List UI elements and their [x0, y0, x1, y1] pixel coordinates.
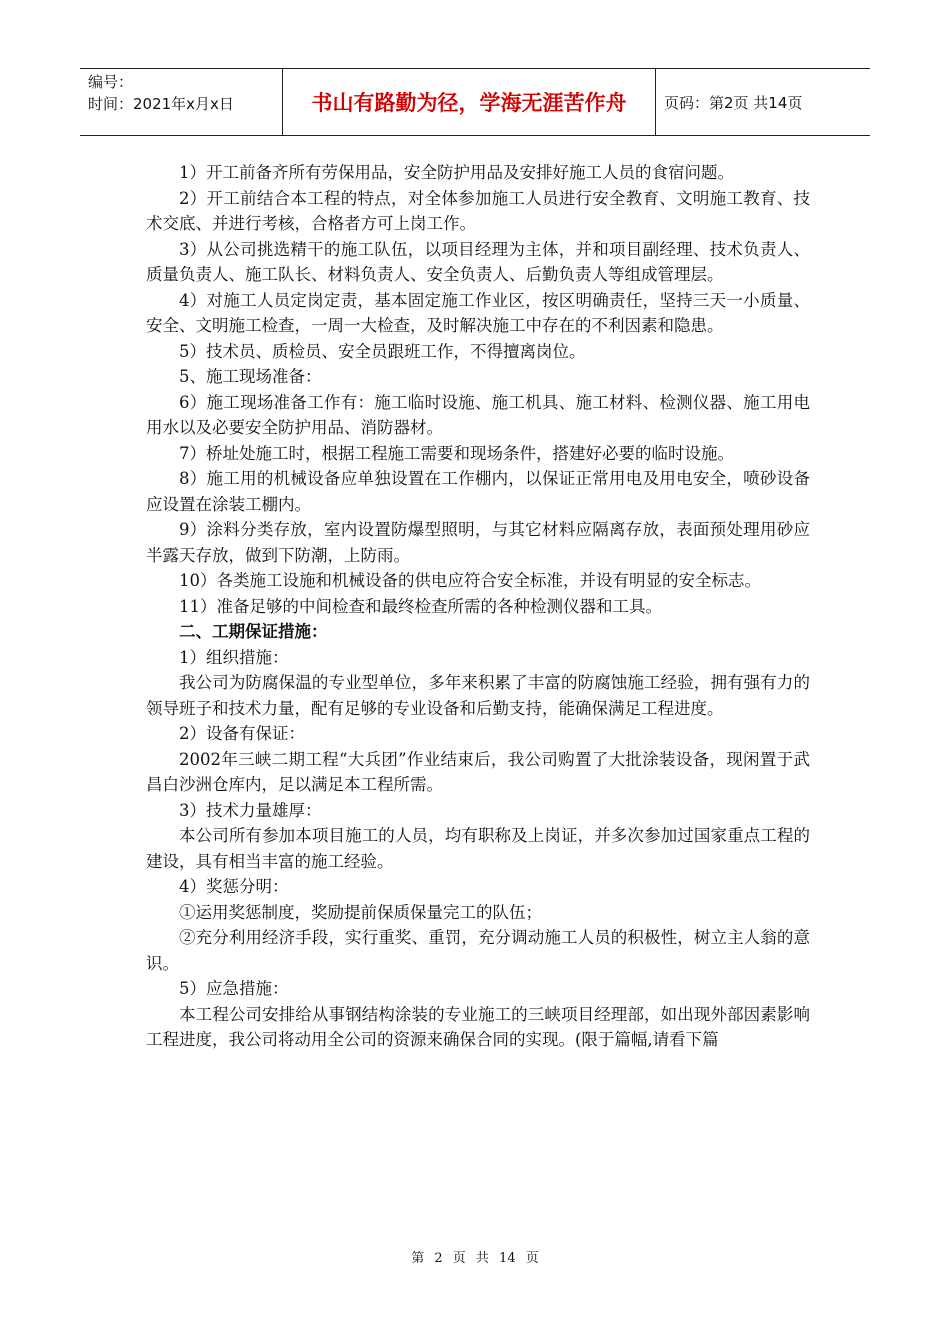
paragraph: 本公司所有参加本项目施工的人员，均有职称及上岗证，并多次参加过国家重点工程的建设，具有相当丰富的施工经验。	[146, 826, 810, 871]
paragraph: 5、施工现场准备：	[179, 367, 322, 386]
paragraph: 4）奖惩分明：	[179, 877, 289, 896]
document-body	[146, 160, 810, 1053]
paragraph: 5）应急措施：	[179, 979, 289, 998]
paragraph: 2）设备有保证：	[179, 724, 305, 743]
paragraph: 4）对施工人员定岗定责，基本固定施工作业区，按区明确责任，坚持三天一小质量、安全、文明施工检查，一周一大检查，及时解决施工中存在的不利因素和隐患。	[146, 290, 810, 335]
header-page-info: 页码：第2页 共14页	[664, 93, 803, 112]
header-meta	[80, 69, 282, 135]
time-label: 时间：2021年x月x日	[88, 95, 234, 113]
paragraph: 2）开工前结合本工程的特点，对全体参加施工人员进行安全教育、文明施工教育、技术交底、并进行考核，合格者方可上岗工作。	[146, 188, 810, 233]
page-header	[80, 68, 870, 136]
paragraph: 3）技术力量雄厚：	[179, 800, 322, 820]
header-motto: 书山有路勤为径，学海无涯苦作舟	[282, 69, 656, 135]
paragraph: 本工程公司安排给从事钢结构涂装的专业施工的三峡项目经理部，如出现外部因素影响工程进度，我公司将动用全公司的资源来确保合同的实现。(限于篇幅,请看下篇	[146, 1004, 810, 1049]
paragraph: 1）开工前备齐所有劳保用品，安全防护用品及安排好施工人员的食宿问题。	[179, 163, 734, 182]
section-heading: 二、工期保证措施：	[179, 622, 328, 641]
paragraph: 3）从公司挑选精干的施工队伍，以项目经理为主体，并和项目副经理、技术负责人、质量负责人、施工队长、材料负责人、安全负责人、后勤负责人等组成管理层。	[146, 239, 810, 284]
paragraph: 2002年三峡二期工程“大兵团”作业结束后，我公司购置了大批涂装设备，现闲置于武昌白沙洲仓库内，足以满足本工程所需。	[146, 749, 810, 794]
paragraph: 6）施工现场准备工作有：施工临时设施、施工机具、施工材料、检测仪器、施工用电用水以及必要安全防护用品、消防器材。	[146, 392, 810, 437]
paragraph: 8）施工用的机械设备应单独设置在工作棚内，以保证正常用电及用电安全，喷砂设备应设置在涂装工棚内。	[146, 469, 810, 514]
paragraph: 5）技术员、质检员、安全员跟班工作，不得擅离岗位。	[179, 341, 586, 361]
paragraph: 我公司为防腐保温的专业型单位，多年来积累了丰富的防腐蚀施工经验，拥有强有力的领导班子和技术力量，配有足够的专业设备和后勤支持，能确保满足工程进度。	[146, 673, 810, 718]
paragraph: ①运用奖惩制度，奖励提前保质保量完工的队伍；	[179, 902, 542, 922]
paragraph: 11）准备足够的中间检查和最终检查所需的各种检测仪器和工具。	[179, 596, 662, 616]
paragraph: ②充分利用经济手段，实行重奖、重罚，充分调动施工人员的积极性，树立主人翁的意识。	[146, 928, 810, 973]
paragraph: 7）桥址处施工时，根据工程施工需要和现场条件，搭建好必要的临时设施。	[179, 443, 734, 463]
serial-label: 编号：	[88, 73, 134, 91]
paragraph: 10）各类施工设施和机械设备的供电应符合安全标准，并设有明显的安全标志。	[179, 571, 761, 590]
paragraph: 9）涂料分类存放，室内设置防爆型照明，与其它材料应隔离存放，表面预处理用砂应半露天存放，做到下防潮，上防雨。	[146, 520, 810, 565]
page-footer: 第 2 页 共 14 页	[411, 1251, 539, 1266]
paragraph: 1）组织措施：	[179, 647, 289, 667]
